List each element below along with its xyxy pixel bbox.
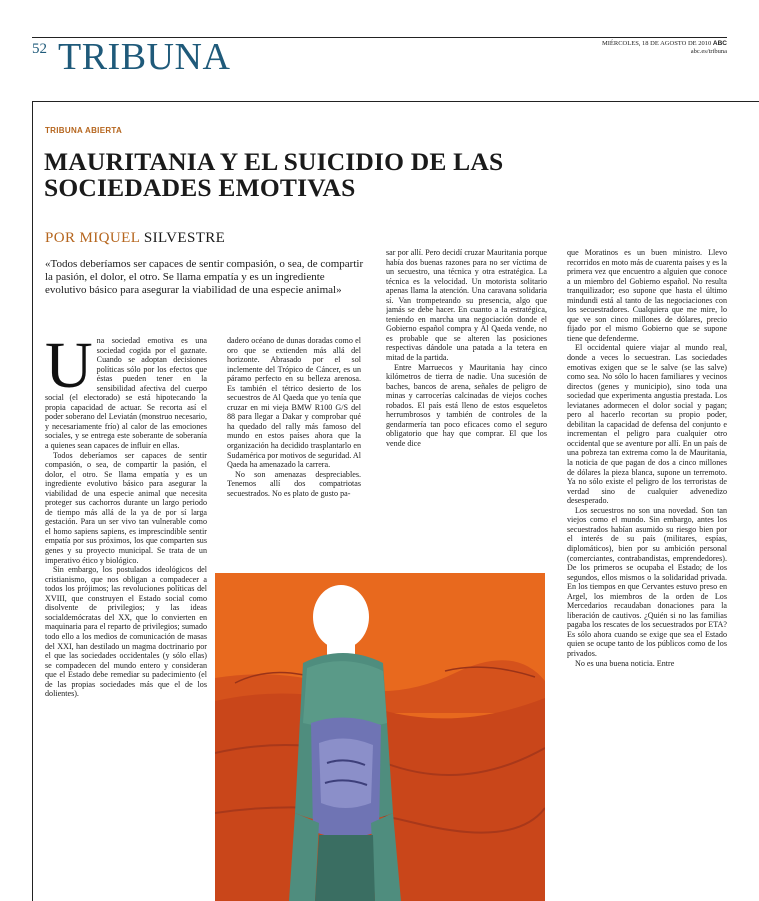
paragraph: No son amenazas despreciables. Tenemos allí dos compatriotas secuestrados. No es plato de gusto pa-: [227, 469, 361, 498]
traveler-illustration: [215, 573, 545, 901]
deck-quote: «Todos deberíamos ser capaces de sentir compasión, o sea, de compartir la pasión, el dolor, el otro. Se llama empatía y es un ingrediente evolutivo básico para asegurar la viabilidad de una especie animal»: [45, 258, 364, 297]
paragraph: Todos deberíamos ser capaces de sentir compasión, o sea, de compartir la pasión, el dolor, el otro. Se llama empatía y es un ingrediente evolutivo básico para asegurar la viabilidad de una especie animal que necesita proteger sus cachorros durante un largo periodo de tiempo más allá de la ya de por sí larga gestación. Para un ser vivo tan vulnerable como el homo sapiens sapiens, es imprescindible sentir empatía por sus próximos, los que comparten sus genes y su proyecto municipal. Se trata de un imperativo ético y biológico.: [45, 450, 207, 565]
paragraph: na sociedad emotiva es una sociedad cogida por el gaznate. Cuando se adoptan decisiones políticas sólo por los efectos que éstas pueden tener en la sensibilidad afectiva del cuerpo social (el electorado) se está hipotecando la propia capacidad de actuar. Se recorta así el poder soberano del Leviatán (monstruo necesario, y necesariamente frío) al calor de las emociones sociales, y se entrega este soberante de soberanía a quienes sean capaces de influir en ellas.: [45, 336, 207, 451]
body-column-2: [227, 336, 361, 556]
head: [313, 585, 369, 649]
paragraph: sar por allí. Pero decidí cruzar Mauritania porque había dos buenas razones para no ser víctima de un secuestro, una técnica y otra estratégica. La técnica es la velocidad. Un motorista solitario apenas llama la atención. Una caravana solidaria sí. Van trompeteando su presencia, algo que jamás se debe hacer. En cuanto a la estratégica, teniendo en marcha una negociación donde el Gobierno español compra y Al Qaeda vende, no es probable que se alteren las posiciones respectivas dándole una patada a la tetera en mitad de la partida.: [386, 248, 547, 363]
paragraph: que Moratinos es un buen ministro. Llevo recorridos en moto más de cuarenta países y es la primera vez que encuentro a alguien que conoce a un miembro del Gobierno español. No resulta tranquilizador; eso supone que hasta el último mindundi está al tanto de las negociaciones con los secuestradores. Cualquiera que me mire, lo que ve son cinco millones de dólares, precio fijado por el mismo Gobierno que se supone tiene que defenderme.: [567, 248, 727, 343]
body-column-3: [386, 248, 547, 556]
byline-name: SILVESTRE: [143, 230, 226, 246]
brand-logo: ABC: [712, 40, 727, 47]
paragraph: No es una buena noticia. Entre: [575, 658, 675, 668]
section-title: TRIBUNA: [58, 36, 231, 78]
body-column-1: [45, 336, 207, 876]
kicker: TRIBUNA ABIERTA: [45, 126, 123, 135]
date-text: MIÉRCOLES, 18 DE AGOSTO DE 2010: [601, 40, 712, 47]
page-number: 52: [32, 41, 47, 57]
paragraph: Los secuestros no son una novedad. Son tan viejos como el mundo. Sin embargo, antes los secuestrados habían asumido su riesgo bien por el interés de su país (militares, espías, diplomáticos), bien por su ambición personal (comerciantes, contrabandistas, emprendedores). De los primeros se ocupaba el Estado; de los segundos, ellos mismos o la solidaridad privada. En los tiempos en que Cervantes estuvo preso en Argel, los miembros de la orden de Los Mercedarios recaudaban donaciones para la liberación de cautivos. ¿Quién si no las familias pagaba los rescates de los secuestrados por ETA? Es sólo ahora cuando se exige que sea el Estado quien se ocupe tanto de los públicos como de los privados.: [567, 505, 727, 658]
dateline: [602, 40, 727, 56]
lower-body: [315, 835, 375, 901]
paragraph: Entre Marruecos y Mauritania hay cinco kilómetros de tierra de nadie. Una sucesión de baches, bancos de arena, señales de peligro de minas y carrocerías calcinadas de viejos coches robados. El país está lleno de estos esqueletos herrumbrosos y también de controles de la gendarmería tan poco eficaces como el seguro obligatorio que hay que comprar. El que los vende dice: [386, 362, 547, 448]
section-url: abc.es/tribuna: [690, 48, 727, 55]
paragraph: El occidental quiere viajar al mundo real, donde a veces lo secuestran. Las sociedades emotivas exigen que se le salve (se las salve) como sea. No sólo lo hacen familiares y vecinos directos (genes y municipio), sino toda una sociedad que experimenta angustia prestada. Los leviatanes adormecen el dolor social y pagan; pero al hacerlo recortan su propio poder, debilitan la capacidad de defensa del conjunto e incrementan el peligro para cualquier otro occidental que se aventure por allí. En un país de una pobreza tan extrema como la de Mauritania, la noticia de que pagan de dos a cinco millones de dólares la pieza blanca, supone un terremoto. Ya no sólo existe el peligro de los terroristas de verdad sino de cualquier advenedizo desesperado.: [567, 343, 727, 506]
dropcap: U: [45, 336, 93, 402]
body-column-4: [567, 248, 727, 876]
illustration: [215, 573, 545, 901]
headline: MAURITANIA Y EL SUICIDIO DE LAS SOCIEDADES EMOTIVAS: [44, 147, 504, 202]
byline: [45, 230, 225, 247]
backpack-pocket: [319, 738, 373, 808]
paragraph: Sin embargo, los postulados ideológicos del cristianismo, que nos obligan a compadecer a todos los prójimos; las revoluciones políticas del XVIII, que construyen el Estado social como disolvente de privilegios; y las ideas socialdemócratas del XX, que lo convierten en maquinaria para el reparto de privilegios; sumado todo ello a los medios de comunicación de masas del XXI, han destilado un magma doctrinario por el que las sociedades occidentales (y sólo ellas) se compadecen del mundo entero y consideran que el Estado debe remediar su padecimiento (el de las propias sociedades más que el de los dolientes).: [45, 565, 207, 699]
byline-prefix: POR MIQUEL: [45, 230, 140, 246]
paragraph: dadero océano de dunas doradas como el oro que se extienden más allá del horizonte. Abrasado por el sol inclemente del Trópico de Cáncer, es un páramo perfecto en su belleza arenosa. Es también el tétrico desierto de los secuestros de Al Qaeda que yo tenía que cruzar en mi vieja BMW R100 G/S del 88 para llegar a Dakar y comprobar qué ha quedado del rally más famoso del mundo en estos países ahora que la organización ha decidido trasplantarlo en Sudamérica por motivos de seguridad. Al Qaeda ha amenazado la carrera.: [227, 336, 361, 470]
